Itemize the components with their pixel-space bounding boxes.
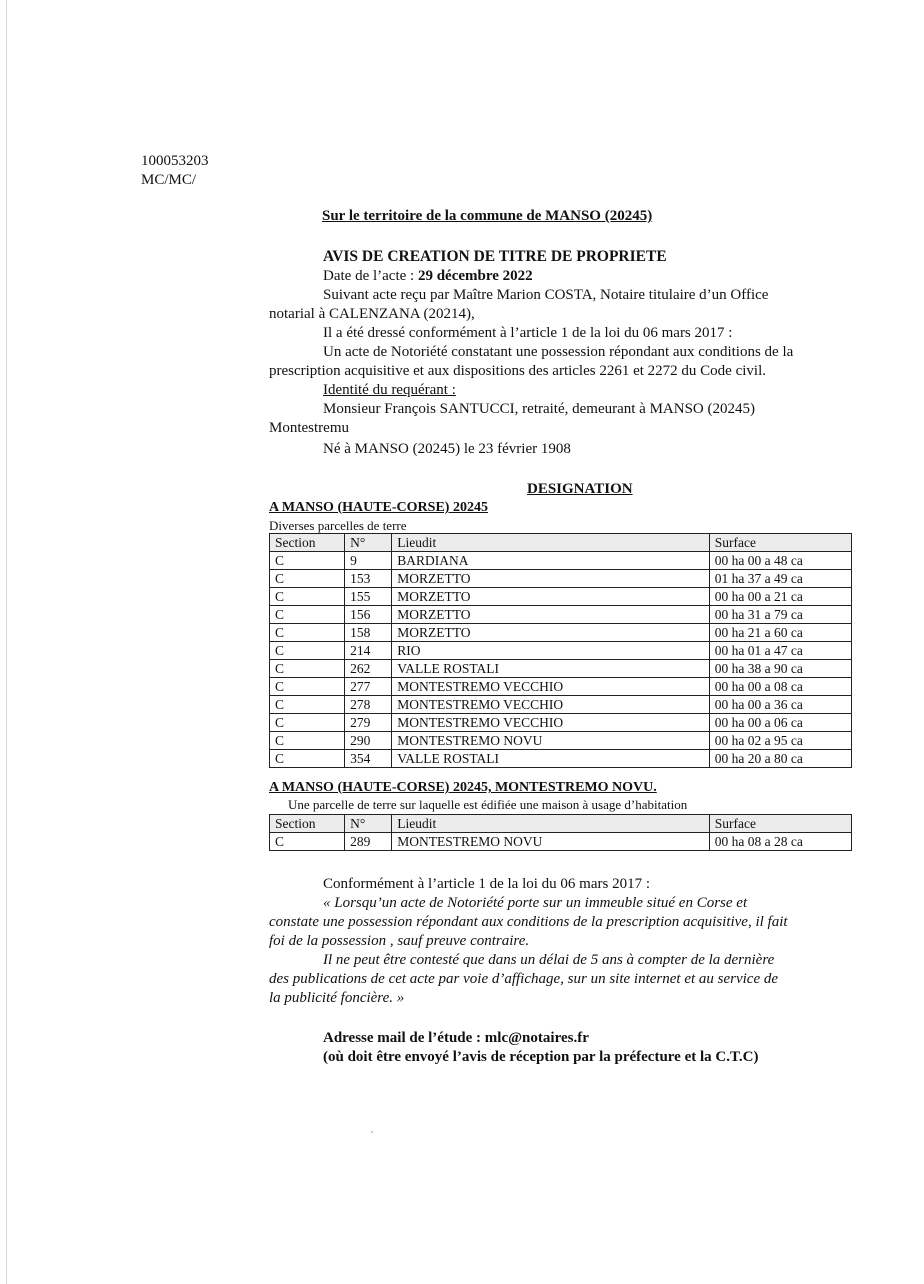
- page-edge: [6, 0, 7, 1284]
- cell-surface: 00 ha 00 a 48 ca: [709, 552, 851, 570]
- table-row: [270, 606, 852, 624]
- mail-line: Adresse mail de l’étude : mlc@notaires.fr: [323, 1030, 589, 1046]
- cell-number: 354: [345, 750, 392, 768]
- cell-number: 290: [345, 732, 392, 750]
- identity-line-2: Montestremu: [269, 420, 349, 436]
- cell-lieudit: MORZETTO: [392, 588, 710, 606]
- cell-lieudit: VALLE ROSTALI: [392, 750, 710, 768]
- cell-lieudit: MORZETTO: [392, 570, 710, 588]
- parcels-table-1-body: [270, 552, 852, 768]
- territory-heading: Sur le territoire de la commune de MANSO (20245): [322, 208, 653, 224]
- acte-line-2: notarial à CALENZANA (20214),: [269, 306, 475, 322]
- parcels-table-2-body: [270, 833, 852, 851]
- table-row: [270, 570, 852, 588]
- parcels-table-1: [269, 533, 852, 768]
- scan-speck: [371, 1131, 373, 1133]
- table-row: [270, 696, 852, 714]
- cell-section: C: [270, 552, 345, 570]
- header-section: Section: [270, 815, 345, 833]
- cell-number: 153: [345, 570, 392, 588]
- reference-number: 100053203: [141, 153, 209, 169]
- table-row: [270, 833, 852, 851]
- loi-line: Il a été dressé conformément à l’article 1 de la loi du 06 mars 2017 :: [323, 325, 733, 341]
- cell-section: C: [270, 606, 345, 624]
- cell-section: C: [270, 714, 345, 732]
- cell-lieudit: RIO: [392, 642, 710, 660]
- cell-surface: 00 ha 00 a 21 ca: [709, 588, 851, 606]
- cell-number: 262: [345, 660, 392, 678]
- cell-number: 214: [345, 642, 392, 660]
- law-quote1-line2: constate une possession répondant aux conditions de la prescription acquisitive, il fait: [269, 914, 788, 930]
- cell-surface: 00 ha 38 a 90 ca: [709, 660, 851, 678]
- table-row: [270, 714, 852, 732]
- cell-section: C: [270, 833, 345, 851]
- cell-lieudit: MONTESTREMO VECCHIO: [392, 714, 710, 732]
- acte-desc-line-2: prescription acquisitive et aux dispositions des articles 2261 et 2272 du Code civil.: [269, 363, 766, 379]
- law-intro: Conformément à l’article 1 de la loi du 06 mars 2017 :: [323, 876, 650, 892]
- table-row: [270, 660, 852, 678]
- cell-surface: 00 ha 00 a 08 ca: [709, 678, 851, 696]
- law-quote2-line1: Il ne peut être contesté que dans un délai de 5 ans à compter de la dernière: [323, 952, 775, 968]
- cell-number: 158: [345, 624, 392, 642]
- identity-heading: Identité du requérant :: [323, 382, 456, 398]
- cell-section: C: [270, 696, 345, 714]
- birth-line: Né à MANSO (20245) le 23 février 1908: [323, 441, 571, 457]
- cell-surface: 00 ha 00 a 06 ca: [709, 714, 851, 732]
- law-quote2-line3: la publicité foncière. »: [269, 990, 405, 1006]
- header-number: N°: [345, 534, 392, 552]
- cell-section: C: [270, 570, 345, 588]
- acte-line-1: Suivant acte reçu par Maître Marion COSTA, Notaire titulaire d’un Office: [323, 287, 769, 303]
- act-date-value: 29 décembre 2022: [417, 268, 533, 284]
- reference-block: [141, 152, 209, 190]
- reference-initials: MC/MC/: [141, 172, 197, 188]
- designation-heading: DESIGNATION: [527, 481, 633, 497]
- law-quote2-line2: des publications de cet acte par voie d’affichage, sur un site internet et au service de: [269, 971, 779, 987]
- header-surface: Surface: [709, 815, 851, 833]
- contact-block: [323, 1029, 758, 1067]
- header-number: N°: [345, 815, 392, 833]
- table-row: [270, 624, 852, 642]
- cell-lieudit: BARDIANA: [392, 552, 710, 570]
- cell-surface: 00 ha 20 a 80 ca: [709, 750, 851, 768]
- act-date-label: Date de l’acte :: [323, 268, 418, 284]
- table-row: [270, 642, 852, 660]
- table-row: [270, 732, 852, 750]
- cell-surface: 00 ha 31 a 79 ca: [709, 606, 851, 624]
- cell-lieudit: MORZETTO: [392, 606, 710, 624]
- table-row: [270, 750, 852, 768]
- notice-title: AVIS DE CREATION DE TITRE DE PROPRIETE: [323, 248, 667, 265]
- header-surface: Surface: [709, 534, 851, 552]
- table-header-row: [270, 534, 852, 552]
- act-date: [269, 267, 852, 286]
- cell-surface: 00 ha 00 a 36 ca: [709, 696, 851, 714]
- cell-lieudit: MONTESTREMO VECCHIO: [392, 678, 710, 696]
- cell-section: C: [270, 588, 345, 606]
- header-section: Section: [270, 534, 345, 552]
- cell-section: C: [270, 732, 345, 750]
- acte-desc-line-1: Un acte de Notoriété constatant une possession répondant aux conditions de la: [323, 344, 794, 360]
- law-quote1-line3: foi de la possession , sauf preuve contraire.: [269, 933, 530, 949]
- cell-surface: 00 ha 01 a 47 ca: [709, 642, 851, 660]
- identity-line-1: Monsieur François SANTUCCI, retraité, demeurant à MANSO (20245): [323, 401, 756, 417]
- cell-number: 9: [345, 552, 392, 570]
- notice-body: [269, 267, 852, 459]
- cell-lieudit: VALLE ROSTALI: [392, 660, 710, 678]
- cell-section: C: [270, 660, 345, 678]
- header-lieudit: Lieudit: [392, 815, 710, 833]
- group2-description: Une parcelle de terre sur laquelle est édifiée une maison à usage d’habitation: [288, 797, 688, 812]
- cell-lieudit: MONTESTREMO NOVU: [392, 732, 710, 750]
- cell-number: 156: [345, 606, 392, 624]
- cell-number: 279: [345, 714, 392, 732]
- cell-number: 289: [345, 833, 392, 851]
- cell-section: C: [270, 642, 345, 660]
- cell-surface: 00 ha 21 a 60 ca: [709, 624, 851, 642]
- cell-lieudit: MONTESTREMO NOVU: [392, 833, 710, 851]
- cell-section: C: [270, 624, 345, 642]
- law-block: [269, 875, 852, 1008]
- cell-number: 277: [345, 678, 392, 696]
- cell-section: C: [270, 750, 345, 768]
- cell-surface: 01 ha 37 a 49 ca: [709, 570, 851, 588]
- cell-lieudit: MORZETTO: [392, 624, 710, 642]
- parcels-table-2: [269, 814, 852, 851]
- table-row: [270, 678, 852, 696]
- cell-surface: 00 ha 08 a 28 ca: [709, 833, 851, 851]
- cell-surface: 00 ha 02 a 95 ca: [709, 732, 851, 750]
- header-lieudit: Lieudit: [392, 534, 710, 552]
- table-row: [270, 588, 852, 606]
- table-row: [270, 552, 852, 570]
- cell-lieudit: MONTESTREMO VECCHIO: [392, 696, 710, 714]
- group1-description: Diverses parcelles de terre: [269, 518, 407, 533]
- cell-number: 155: [345, 588, 392, 606]
- mail-note: (où doit être envoyé l’avis de réception par la préfecture et la C.T.C): [323, 1049, 759, 1065]
- cell-section: C: [270, 678, 345, 696]
- group2-location: A MANSO (HAUTE-CORSE) 20245, MONTESTREMO NOVU.: [269, 780, 657, 795]
- table-header-row: [270, 815, 852, 833]
- law-quote1-line1: « Lorsqu’un acte de Notoriété porte sur un immeuble situé en Corse et: [323, 895, 748, 911]
- group1-location: A MANSO (HAUTE-CORSE) 20245: [269, 500, 488, 515]
- cell-number: 278: [345, 696, 392, 714]
